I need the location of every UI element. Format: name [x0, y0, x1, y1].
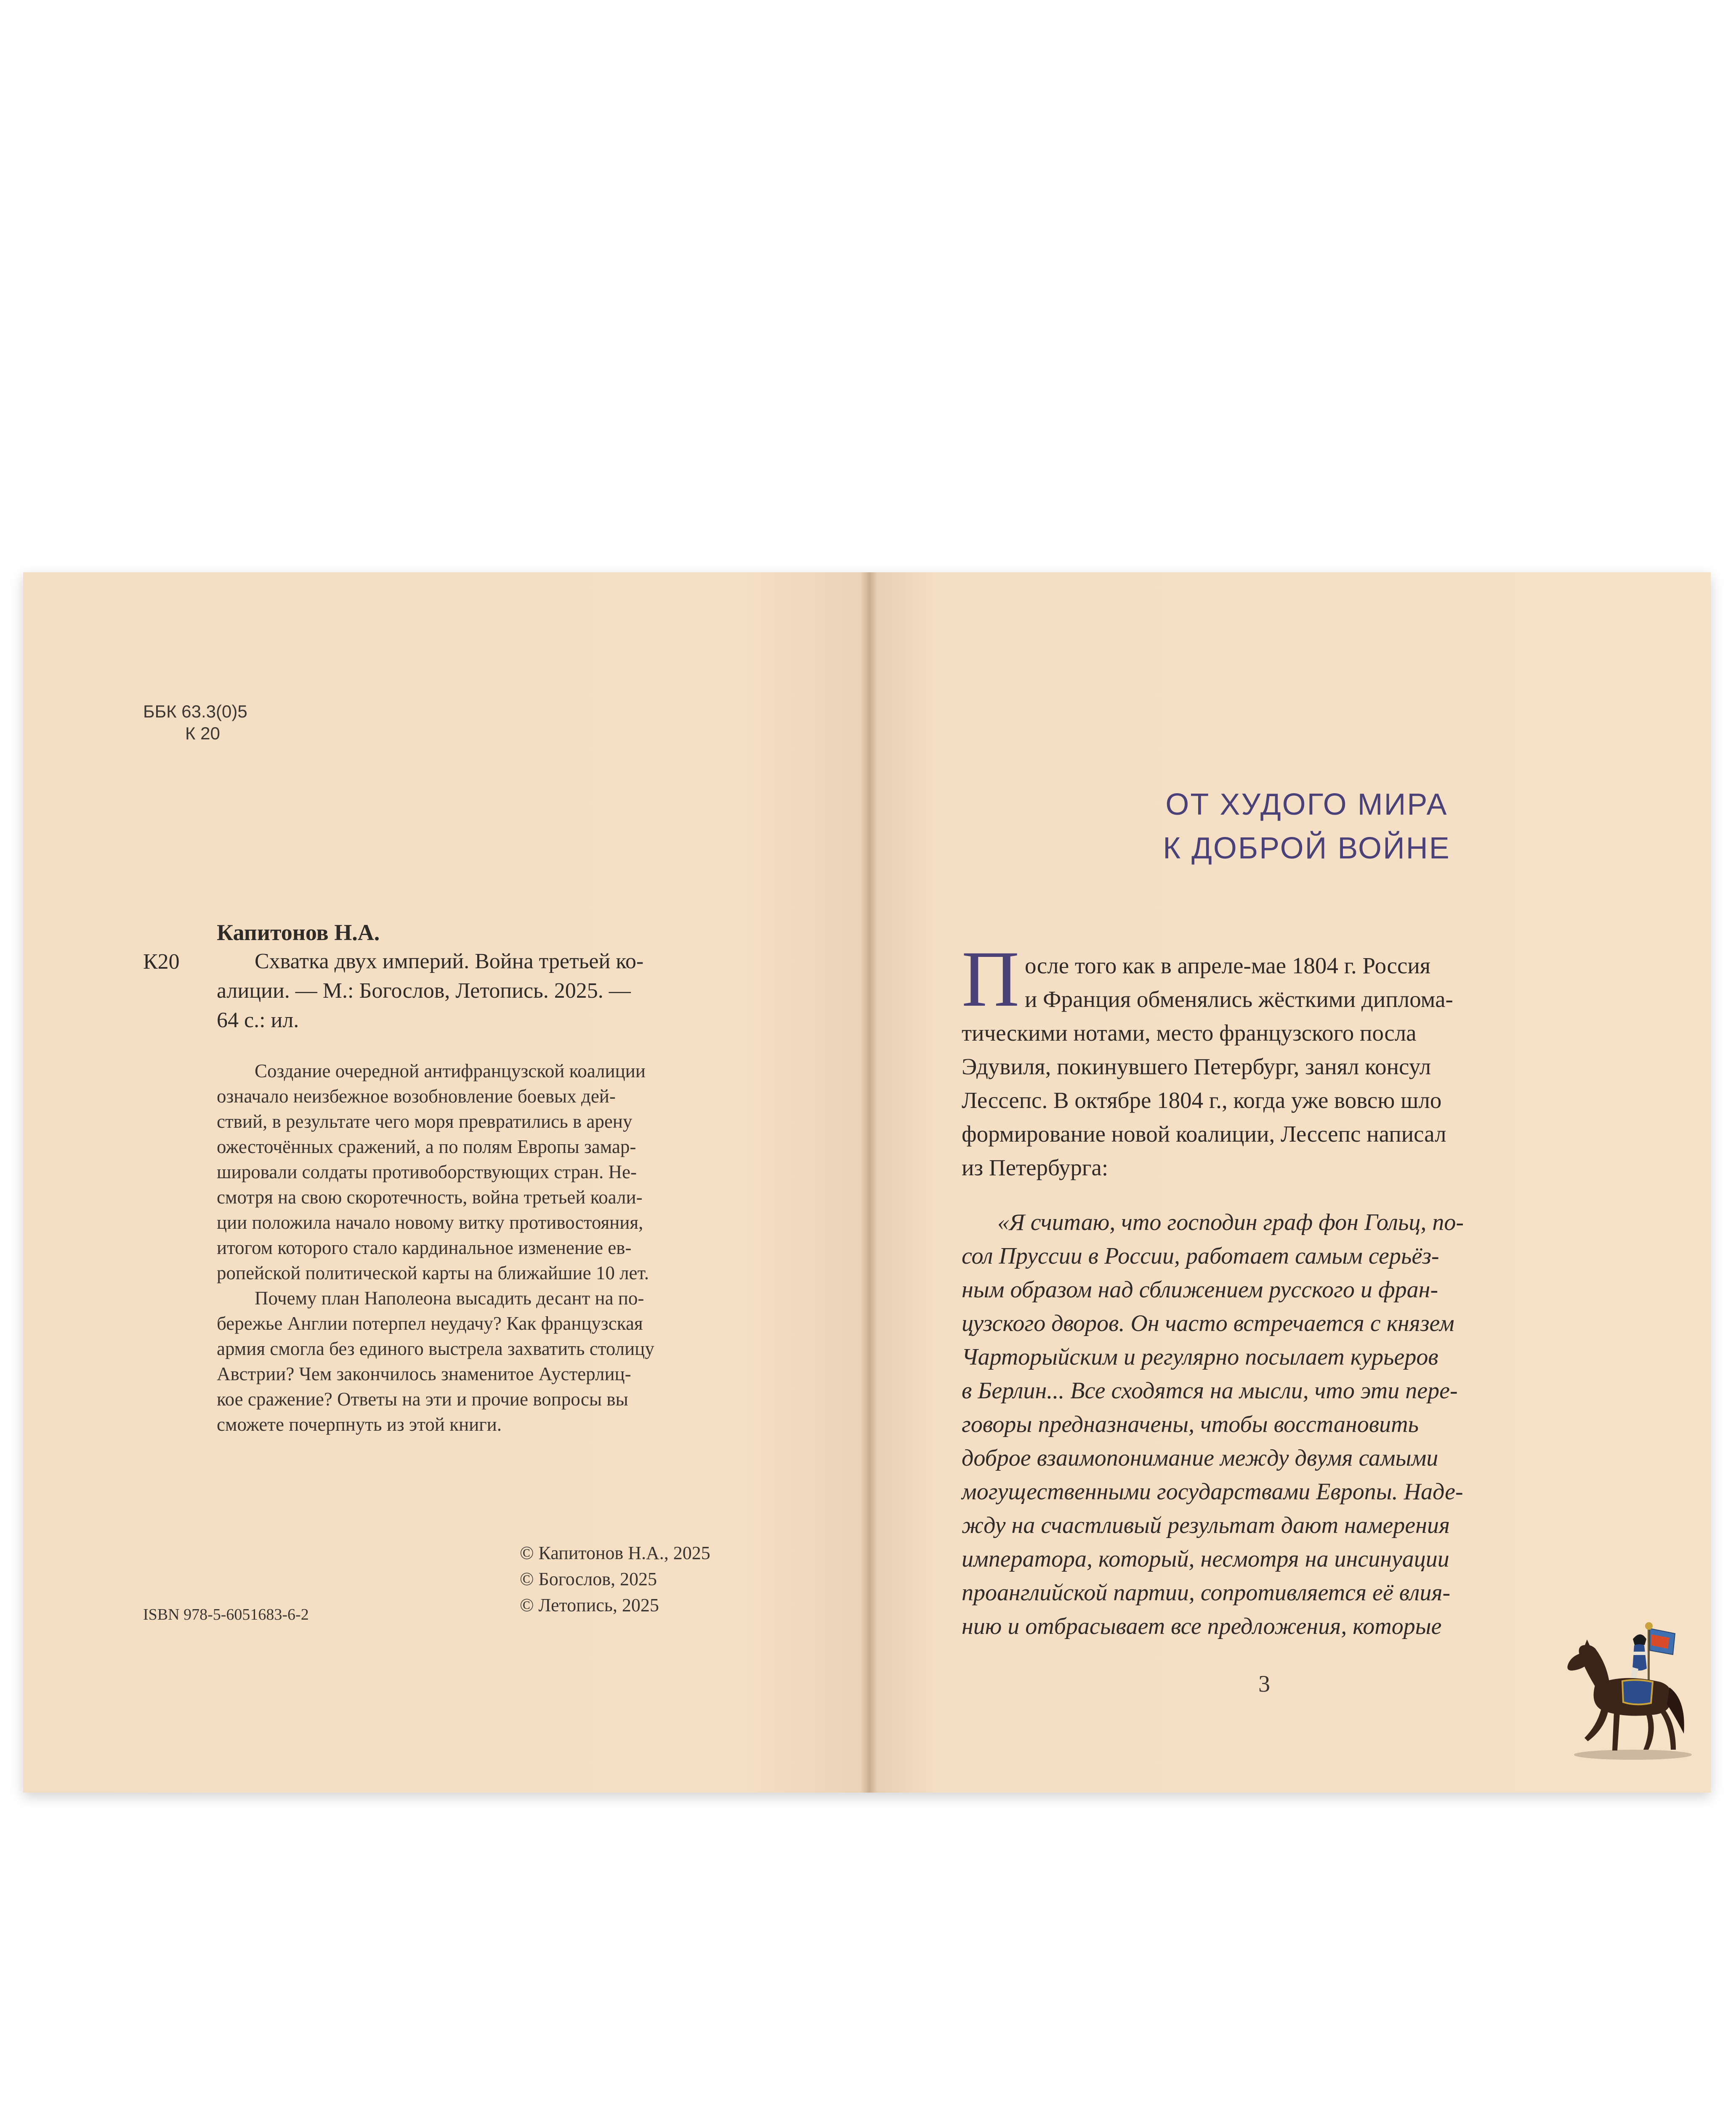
copyright-line: © Богослов, 2025 — [520, 1569, 657, 1589]
copyright-line: © Летопись, 2025 — [520, 1595, 659, 1615]
body-line: осле того как в апреле-мае 1804 г. Россия — [1025, 953, 1431, 978]
annotation-line: ции положила начало новому витку противостояния, — [217, 1212, 643, 1233]
quote-line: цузского дворов. Он часто встречается с князем — [962, 1310, 1454, 1336]
bibliographic-entry — [217, 947, 814, 1035]
annotation-line: бережье Англии потерпел неудачу? Как французская — [217, 1313, 643, 1334]
chapter-title-line: ОТ ХУДОГО МИРА — [1165, 788, 1448, 821]
annotation — [217, 1058, 810, 1437]
annotation-line: ожесточённых сражений, а по полям Европы замар- — [217, 1136, 636, 1157]
isbn: ISBN 978-5-6051683-6-2 — [143, 1606, 309, 1623]
body-line: и Франция обменялись жёсткими диплома- — [1025, 986, 1453, 1012]
right-page — [869, 572, 1711, 1793]
book-spread — [23, 572, 1711, 1793]
quote-line: в Берлин... Все сходятся на мысли, что эти пере- — [962, 1378, 1458, 1404]
annotation-line: означало неизбежное возобновление боевых дей- — [217, 1086, 616, 1107]
annotation-line: армия смогла без единого выстрела захватить столицу — [217, 1338, 654, 1359]
copyright-line: © Капитонов Н.А., 2025 — [520, 1543, 710, 1563]
annotation-line: смотря на свою скоротечность, война третьей коали- — [217, 1187, 643, 1208]
annotation-line: Создание очередной антифранцузской коалиции — [255, 1060, 646, 1081]
quotation — [962, 1206, 1620, 1643]
quote-line: нию и отбрасывает все предложения, которые — [962, 1613, 1442, 1639]
book-gutter — [861, 572, 877, 1793]
quote-line: ным образом над сближением русского и фран- — [962, 1277, 1438, 1303]
body-line: Лессепс. В октябре 1804 г., когда уже вовсю шло — [962, 1087, 1442, 1113]
annotation-line: ропейской политической карты на ближайшие 10 лет. — [217, 1262, 649, 1283]
annotation-line: итогом которого стало кардинальное изменение ев- — [217, 1237, 632, 1258]
annotation-line: Австрии? Чем закончилось знаменитое Аустерлиц- — [217, 1363, 631, 1384]
bbk-block — [143, 701, 247, 744]
author-mark: К 20 — [185, 723, 220, 743]
annotation-line: сможете почерпнуть из этой книги. — [217, 1414, 502, 1435]
annotation-line: шировали солдаты противоборствующих стран. Не- — [217, 1161, 637, 1182]
quote-line: жду на счастливый результат дают намерения — [962, 1512, 1450, 1538]
biblio-line: 64 с.: ил. — [217, 1008, 299, 1032]
left-page — [23, 572, 869, 1793]
annotation-line: кое сражение? Ответы на эти и прочие вопросы вы — [217, 1389, 628, 1410]
quote-line: «Я считаю, что господин граф фон Гольц, по- — [997, 1209, 1464, 1235]
chapter-title-line: К ДОБРОЙ ВОЙНЕ — [1163, 832, 1451, 865]
body-line: из Петербурга: — [962, 1155, 1109, 1180]
copyright-block — [520, 1540, 710, 1618]
quote-line: говоры предназначены, чтобы восстановить — [962, 1411, 1419, 1437]
quote-line: императора, который, несмотря на инсинуации — [962, 1546, 1449, 1572]
annotation-line: Почему план Наполеона высадить десант на по- — [255, 1288, 644, 1309]
catalog-code: К20 — [143, 950, 180, 974]
chapter-title — [1033, 783, 1580, 870]
bbk-index: ББК 63.3(0)5 — [143, 701, 247, 721]
quote-line: доброе взаимопонимание между двумя самыми — [962, 1445, 1438, 1471]
author-name: Капитонов Н.А. — [217, 920, 380, 945]
quote-line: Чарторыйским и регулярно посылает курьеров — [962, 1344, 1438, 1370]
body-line: Эдувиля, покинувшего Петербург, занял консул — [962, 1054, 1431, 1079]
body-text — [962, 949, 1618, 1185]
body-line: тическими нотами, место французского посла — [962, 1020, 1417, 1046]
body-line: формирование новой коалиции, Лессепс написал — [962, 1121, 1446, 1147]
biblio-line: алиции. — М.: Богослов, Летопись. 2025. — — [217, 979, 631, 1003]
quote-line: проанглийской партии, сопротивляется её влия- — [962, 1580, 1451, 1606]
page-number: 3 — [1258, 1671, 1270, 1697]
quote-line: могущественными государствами Европы. Наде- — [962, 1479, 1463, 1505]
cavalryman-illustration — [1559, 1599, 1698, 1767]
biblio-line: Схватка двух империй. Война третьей ко- — [255, 949, 644, 973]
drop-cap: П — [962, 935, 1020, 1023]
quote-line: сол Пруссии в России, работает самым серьёз- — [962, 1243, 1439, 1269]
annotation-line: ствий, в результате чего моря превратились в арену — [217, 1111, 633, 1132]
